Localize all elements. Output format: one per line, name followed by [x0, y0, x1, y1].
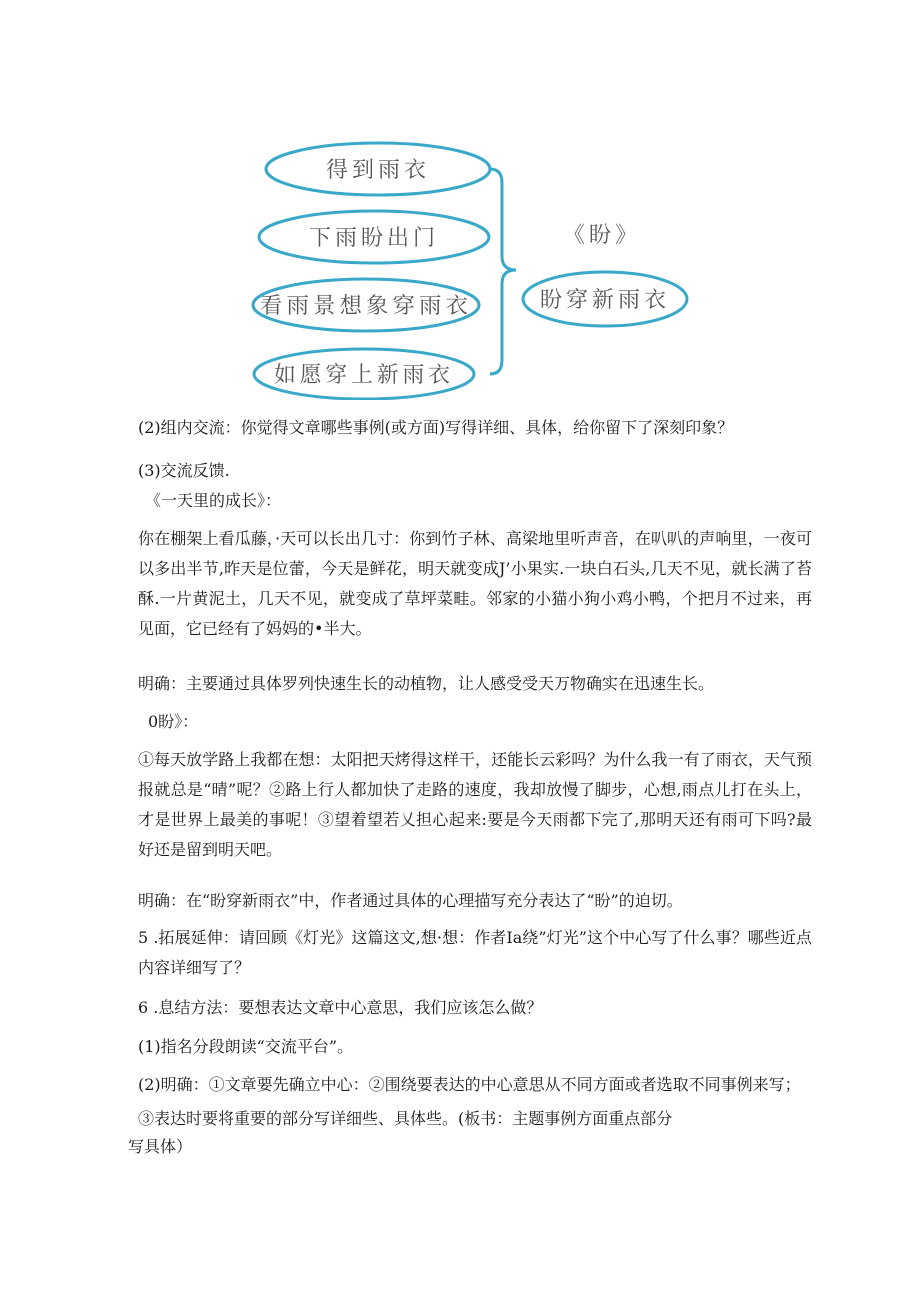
- excerpt-title-2: 0盼》：: [148, 712, 199, 731]
- mind-map-svg: [250, 138, 710, 400]
- diagram-title: 《盼》: [562, 223, 642, 248]
- oval-2-label: 下雨盼出门: [308, 226, 440, 251]
- step-5: 5 .拓展延伸：请回顾《灯光》这篇这文,想·想：作者Ia绕”灯光”这个中心写了什么事？哪些近点内容详细写了？: [138, 928, 812, 977]
- brace: [490, 169, 516, 374]
- excerpt-title-1: 《一天里的成长》：: [145, 491, 282, 510]
- step-6-item-1: (1)指名分段朗读“交流平台”。: [138, 1037, 354, 1056]
- oval-4-label: 如愿穿上新雨衣: [274, 363, 454, 388]
- step-6-item-2: (2)明确：①文章要先确立中心：②围绕要表达的中心意思从不同方面或者选取不同事例来写；: [138, 1075, 801, 1094]
- question-3: (3)交流反馈.: [138, 461, 230, 480]
- step-6-item-2-cont: ③表达时要将重要的部分写详细些、具体些。(板书：主题事例方面重点部分: [138, 1109, 673, 1128]
- clarify-2: 明确：在“盼穿新雨衣”中，作者通过具体的心理描写充分表达了“盼”的迫切。: [138, 891, 683, 910]
- question-2: (2)组内交流：你觉得文章哪些事例(或方面)写得详细、具体，给你留下了深刻印象？: [138, 418, 734, 437]
- excerpt-2-text: ①每天放学路上我都在想：太阳把天烤得这样干，还能长云彩吗？为什么我一有了雨衣，天气预报就总是“晴”呢？②路上行人都加快了走路的速度，我却放慢了脚步，心想,雨点儿打在头上，才是世界上最美的事呢！③望着望若乂担心起来:要是今天雨都下完了,那明天还有雨可下吗?最好还是留到明天吧。: [138, 750, 812, 859]
- summary-label: 盼穿新雨衣: [539, 288, 671, 313]
- mind-map-diagram: [250, 138, 710, 400]
- step-6-item-2-end: 写具体）: [128, 1137, 193, 1156]
- oval-3-label: 看雨景想象穿雨衣: [260, 294, 472, 319]
- step-6: 6 .息结方法：要想表达文章中心意思，我们应该怎么做？: [138, 998, 543, 1017]
- oval-1-label: 得到雨衣: [325, 158, 431, 183]
- clarify-1: 明确：主要通过具体罗列快速生长的动植物，让人感受受天万物确实在迅速生长。: [138, 674, 715, 693]
- excerpt-1-text: 你在棚架上看瓜藤，·天可以长出几寸：你到竹子林、高梁地里听声音，在叭叭的声响里，一夜可以多出半节,昨天是位蕾，今天是鲜花，明天就变成J’小果实.一块白石头,几天不见，就长满了苔酥.一片黄泥土，几天不见，就变成了草坪菜畦。邻家的小猫小狗小鸡小鸭，个把月不过来，再见面，它已经有了妈妈的•半大。: [138, 529, 812, 638]
